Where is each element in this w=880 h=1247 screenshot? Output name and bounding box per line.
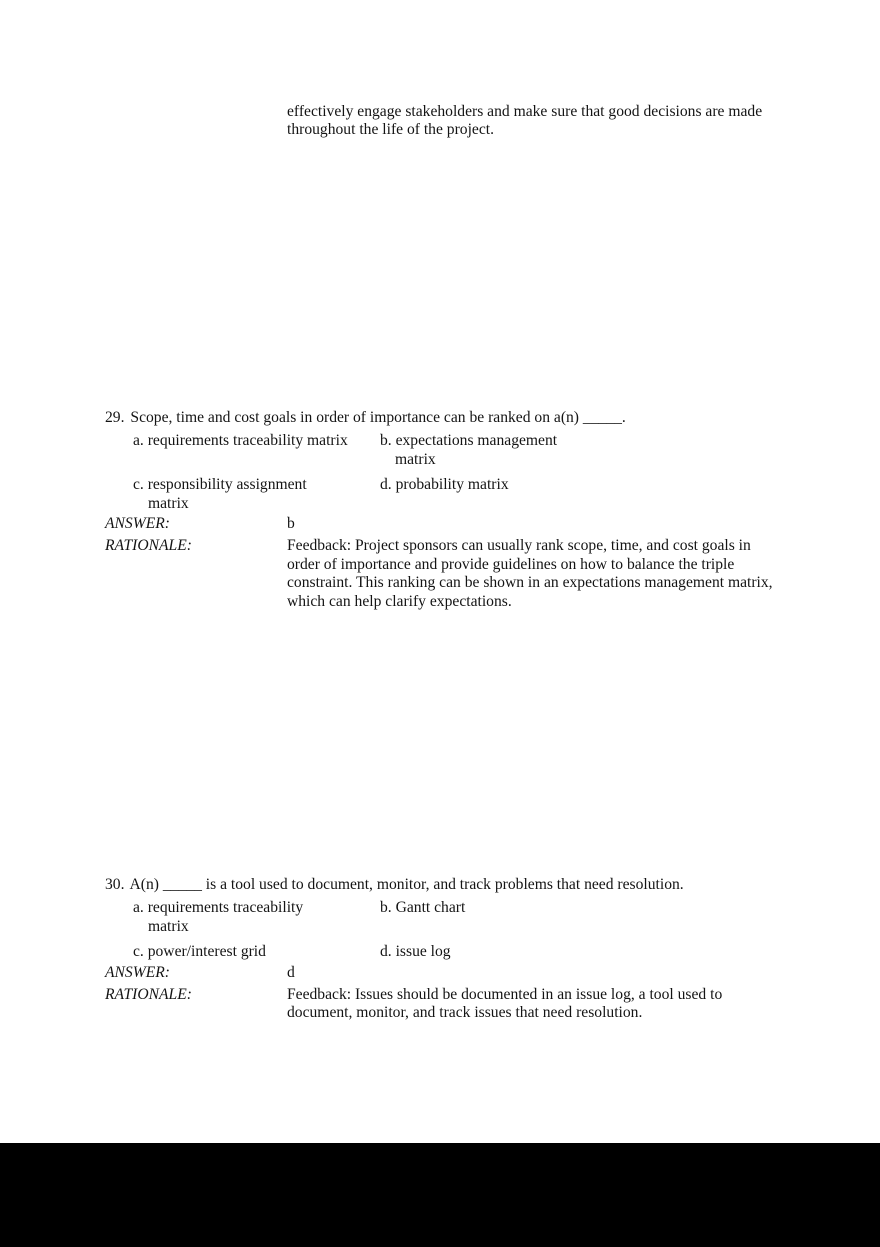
answer-row <box>105 515 805 533</box>
question-text: A(n) _____ is a tool used to document, monitor, and track problems that need resolution. <box>129 876 684 893</box>
option-text-wrap: matrix <box>148 494 189 512</box>
question-text: Scope, time and cost goals in order of importance can be ranked on a(n) _____. <box>130 409 626 426</box>
option-text: d. issue log <box>380 943 451 961</box>
question-number: 29. <box>105 409 125 426</box>
answer-row <box>105 964 805 982</box>
option-text: a. requirements traceability <box>133 899 304 917</box>
option-c <box>133 943 380 961</box>
option-c <box>133 476 380 513</box>
question-number: 30. <box>105 876 125 893</box>
footer-black-band <box>0 1143 880 1247</box>
option-text: c. power/interest grid <box>133 943 266 961</box>
options-grid <box>133 432 805 513</box>
option-text: b. Gantt chart <box>380 899 466 917</box>
question-line <box>105 876 805 894</box>
option-text: d. probability matrix <box>380 476 509 494</box>
answer-label: ANSWER: <box>105 963 170 981</box>
question-line <box>105 409 805 427</box>
option-text-wrap: matrix <box>395 450 436 468</box>
rationale-row <box>105 986 805 1023</box>
rationale-row <box>105 537 805 611</box>
rationale-text: Feedback: Issues should be documented in an issue log, a tool used to document, monitor, and track issues that need resolution. <box>287 986 723 1022</box>
answer-value: b <box>287 515 295 533</box>
option-a <box>133 899 380 936</box>
option-text: c. responsibility assignment <box>133 476 307 494</box>
rationale-label: RATIONALE: <box>105 537 192 555</box>
options-grid <box>133 899 805 961</box>
option-b <box>380 432 805 469</box>
option-text-wrap: matrix <box>148 917 189 935</box>
option-d <box>380 943 805 961</box>
option-b <box>380 899 805 936</box>
rationale-label: RATIONALE: <box>105 986 192 1004</box>
rationale-text: Feedback: Project sponsors can usually rank scope, time, and cost goals in order of importance and provide guidelines on how to balance the triple constraint. This ranking can be shown in an expectations management matrix, which can help clarify expectations. <box>287 537 773 610</box>
option-text: a. requirements traceability matrix <box>133 432 348 450</box>
question-30-block <box>105 876 805 1023</box>
answer-value: d <box>287 963 295 981</box>
option-a <box>133 432 380 469</box>
answer-label: ANSWER: <box>105 515 170 533</box>
continuation-paragraph: effectively engage stakeholders and make sure that good decisions are made throughout the life of the project. <box>287 103 763 139</box>
option-d <box>380 476 805 513</box>
question-29-block <box>105 409 805 611</box>
option-text: b. expectations management <box>380 432 558 450</box>
